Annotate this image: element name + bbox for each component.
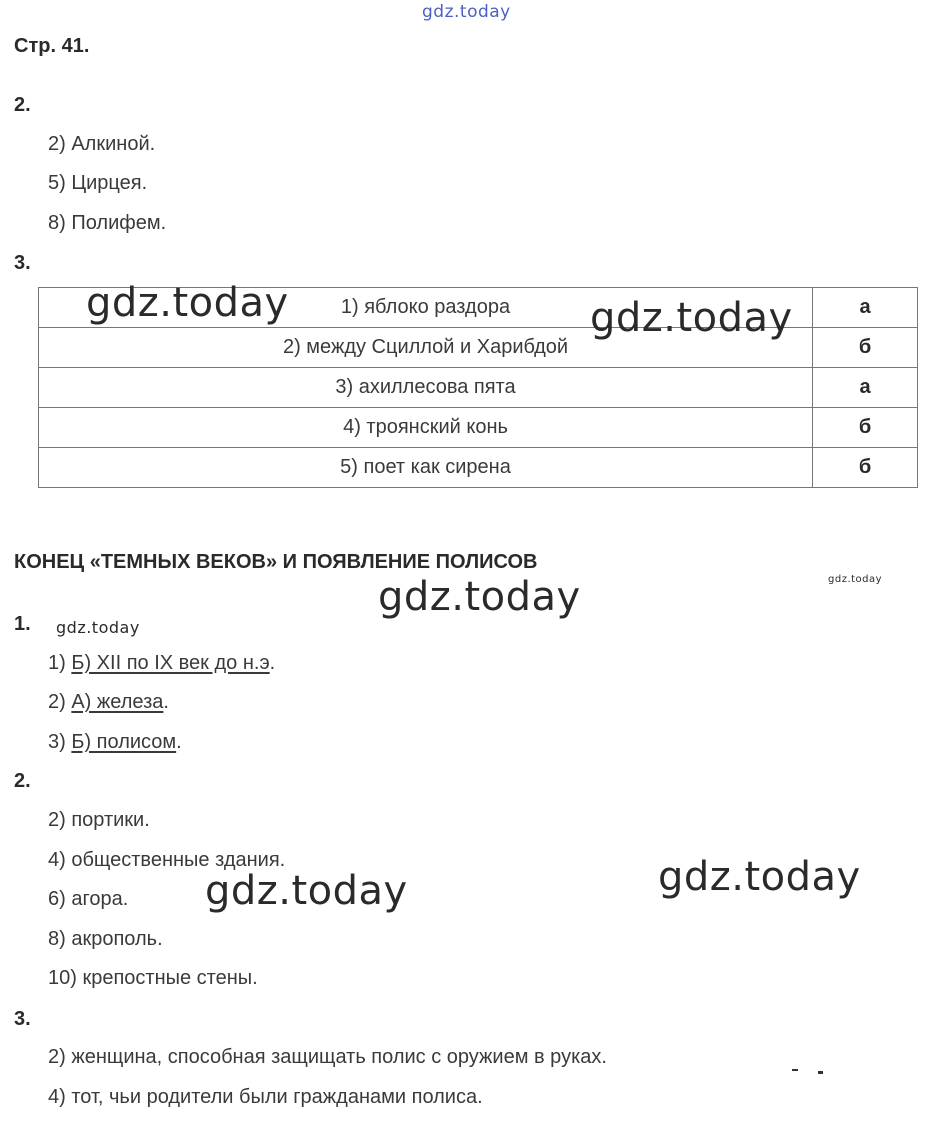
underlined-answer: Б) XII по IX век до н.э — [71, 652, 270, 674]
watermark: gdz.today — [828, 574, 883, 585]
answer-item: 4) тот, чьи родители были гражданами полиса. — [48, 1086, 483, 1108]
phrase-cell: 5) поет как сирена — [39, 448, 813, 488]
answer-item: 8) Полифем. — [48, 212, 167, 234]
section-title: КОНЕЦ «ТЕМНЫХ ВЕКОВ» И ПОЯВЛЕНИЕ ПОЛИСОВ — [14, 551, 538, 573]
answer-item: 6) агора. — [48, 888, 129, 910]
answer-cell: б — [813, 448, 918, 488]
answer-cell: б — [813, 408, 918, 448]
answer-item — [48, 651, 275, 675]
underlined-answer: Б) полисом — [71, 731, 177, 753]
question-number: 1. — [14, 613, 31, 635]
item-suffix: . — [163, 691, 169, 713]
answer-item — [48, 730, 182, 754]
underlined-answer: А) железа — [71, 691, 164, 713]
item-prefix: 3) — [48, 731, 72, 753]
answer-cell: а — [813, 368, 918, 408]
phrase-cell: 1) яблоко раздора — [39, 288, 813, 328]
question-number: 2. — [14, 770, 31, 792]
table-row — [39, 448, 918, 488]
item-prefix: 2) — [48, 691, 72, 713]
page-label: Стр. 41. — [14, 35, 90, 57]
answer-item: 4) общественные здания. — [48, 849, 286, 871]
watermark: gdz.today — [378, 574, 581, 620]
phrase-cell: 2) между Сциллой и Харибдой — [39, 328, 813, 368]
watermark-top: gdz.today — [422, 2, 511, 22]
table-row — [39, 408, 918, 448]
table-row — [39, 368, 918, 408]
answer-item: 2) женщина, способная защищать полис с оружием в руках. — [48, 1046, 607, 1068]
item-suffix: . — [269, 652, 276, 674]
item-prefix: 1) — [48, 652, 72, 674]
answer-item: 5) Цирцея. — [48, 172, 148, 194]
watermark: gdz.today — [205, 868, 408, 914]
watermark: gdz.today — [56, 618, 140, 637]
watermark: gdz.today — [590, 295, 793, 341]
answer-item: 8) акрополь. — [48, 928, 163, 950]
phrase-cell: 4) троянский конь — [39, 408, 813, 448]
answer-cell: б — [813, 328, 918, 368]
phrase-cell: 3) ахиллесова пята — [39, 368, 813, 408]
answer-cell: а — [813, 288, 918, 328]
answer-item: 2) портики. — [48, 809, 150, 831]
item-suffix: . — [176, 731, 182, 753]
question-number: 3. — [14, 1008, 31, 1030]
answer-item: 10) крепостные стены. — [48, 967, 258, 989]
watermark: gdz.today — [86, 280, 289, 326]
scan-mark — [818, 1071, 823, 1074]
answer-item — [48, 690, 169, 714]
answer-item: 2) Алкиной. — [48, 133, 156, 155]
scan-mark — [792, 1069, 798, 1071]
question-number: 3. — [14, 252, 31, 274]
watermark: gdz.today — [658, 854, 861, 900]
question-number: 2. — [14, 94, 31, 116]
